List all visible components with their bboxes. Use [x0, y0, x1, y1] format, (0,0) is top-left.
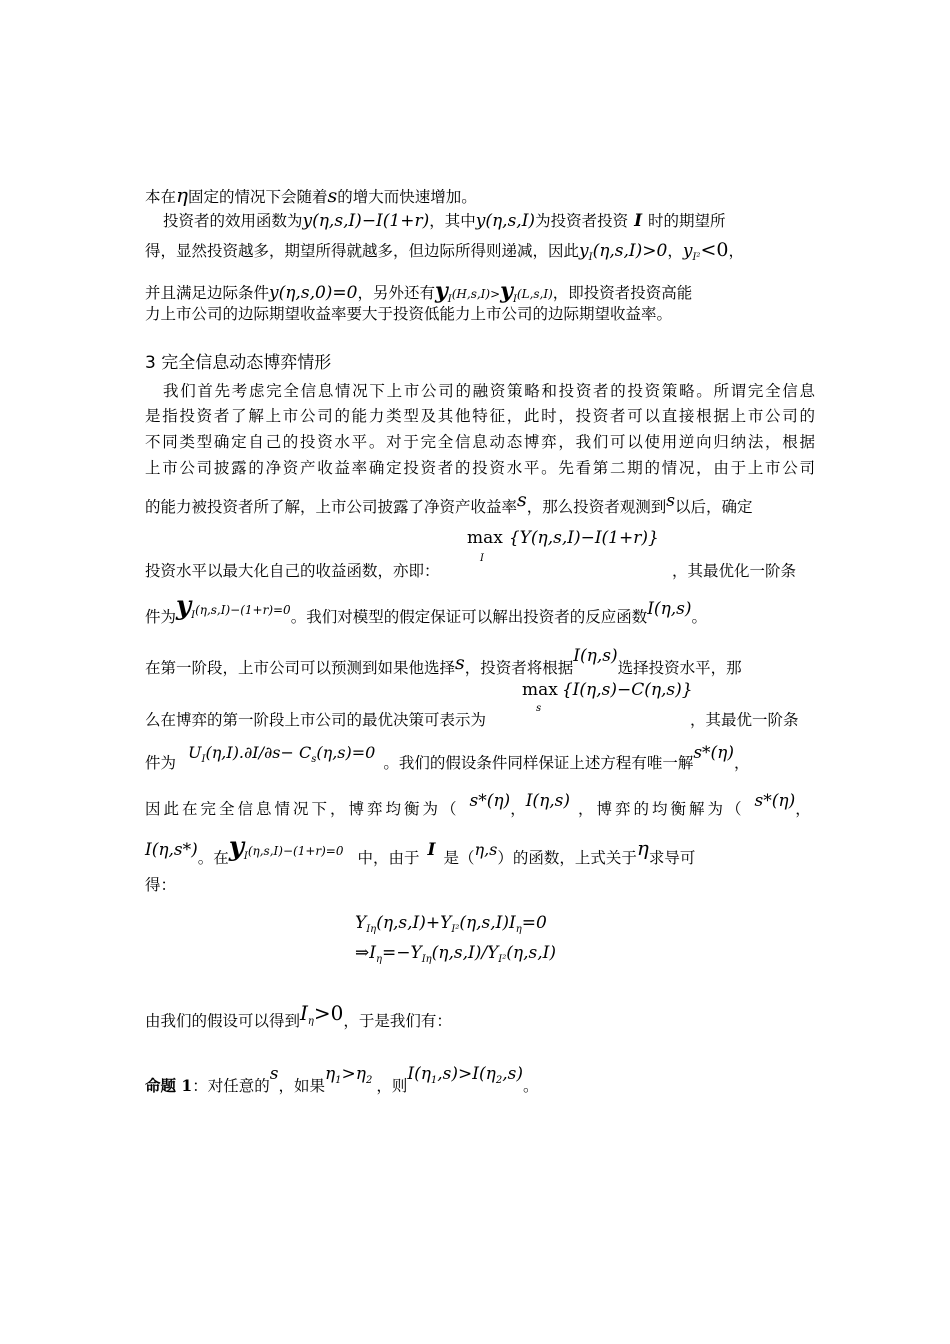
math: ,s)>I(η: [437, 1064, 496, 1084]
math: (η,s,I)−(1+r)=0: [247, 844, 344, 858]
math: I(η: [407, 1064, 431, 1084]
text-line: [163, 210, 815, 232]
text: 投资者的效用函数为: [163, 212, 303, 230]
text-line: 我们首先考虑完全信息情况下上市公司的融资策略和投资者的投资策略。所谓完全信息: [163, 382, 815, 400]
text: 件为: [145, 754, 177, 772]
math: {I(η,s)−C(η,s)}: [561, 680, 693, 700]
math-sub: 2: [495, 1075, 503, 1086]
text-line: [145, 591, 815, 628]
text-line: [145, 1002, 815, 1033]
text: ：: [192, 1077, 208, 1095]
text: 。: [691, 608, 708, 626]
max-equation: [467, 528, 659, 548]
math-sub: I: [447, 294, 452, 305]
text: 的增大而快速增加。: [337, 188, 477, 206]
math-s: s: [269, 1064, 279, 1084]
text-line: [145, 832, 815, 869]
text: ，博弈的均衡解为（: [578, 800, 745, 818]
math-sub: I: [588, 252, 593, 263]
text: ，其最优化一阶条: [672, 562, 797, 580]
text-line: [145, 790, 815, 820]
proposition-label: 命题 1: [145, 1076, 193, 1095]
math-eta: η: [636, 836, 649, 860]
math: (η,s,I)−(1+r)=0: [195, 603, 291, 617]
math-sub: I²: [692, 252, 701, 263]
math: I(η,s): [525, 791, 571, 811]
math: (η,s,I)>0: [592, 241, 668, 261]
text-line: [145, 489, 815, 518]
math: (η,s)=0: [316, 743, 376, 762]
text: 由我们的假设可以得到: [145, 1012, 301, 1030]
text-line: [145, 645, 815, 679]
text: ，那么投资者观测到: [526, 498, 667, 516]
text-line: [145, 709, 815, 731]
section-heading: 3 完全信息动态博弈情形: [145, 353, 332, 373]
text: 。在: [197, 849, 229, 867]
math: (L,s,I): [516, 287, 553, 301]
math: (η,s,I): [506, 943, 556, 963]
math-sub: η: [375, 954, 382, 965]
math: s*(η): [469, 791, 511, 811]
text: ，: [510, 800, 526, 818]
derivative-equation-1: [355, 913, 547, 935]
text: 投资水平以最大化自己的收益函数，亦即：: [145, 562, 440, 580]
math-sub: I: [191, 610, 196, 621]
text: 的能力被投资者所了解，上市公司披露了净资产收益率: [145, 498, 518, 516]
text-line: 上市公司披露的净资产收益率确定投资者的投资水平。先看第二期的情况，由于上市公司: [145, 459, 815, 477]
text: ，: [667, 242, 683, 260]
math-y: y: [435, 278, 448, 304]
math: s*(η): [754, 791, 796, 811]
math-I: I: [427, 840, 436, 860]
math-sub: s: [311, 754, 317, 765]
math-eta: η: [176, 183, 188, 207]
math: (η,I).∂I/∂s− C: [205, 743, 312, 762]
math: (η,s,I)+Y: [376, 913, 452, 933]
math-y: y: [682, 241, 693, 261]
text-line: [145, 239, 815, 269]
math-y: y: [176, 591, 192, 621]
text: 固定的情况下会随着: [188, 188, 328, 206]
text: 选择投资水平，那: [617, 659, 742, 677]
text: 对任意的: [207, 1077, 270, 1095]
math-utility: y(η,s,I)−I(1+r): [302, 211, 430, 231]
math: U: [188, 743, 202, 762]
math-sub: Iη: [421, 954, 432, 965]
max-equation: [522, 680, 693, 700]
math-sub: I: [480, 553, 484, 564]
math: y(η,s,0)=0: [269, 283, 358, 303]
math: =−Y: [381, 943, 422, 963]
math-sub: I²: [498, 954, 507, 965]
text: ，其最优一阶条: [690, 711, 799, 729]
text: 。我们的假设条件同样保证上述方程有唯一解: [383, 754, 694, 772]
math-max: max: [467, 528, 503, 548]
text-line: [145, 742, 815, 774]
math: ,s): [502, 1064, 523, 1084]
math-sub: 2: [365, 1075, 373, 1086]
text: 以后，确定: [675, 498, 753, 516]
text: ，: [795, 800, 811, 818]
text: 中，由于: [357, 849, 420, 867]
math-I: I: [634, 211, 643, 231]
math-sub: I²: [451, 924, 460, 935]
text: ，投资者将根据: [464, 659, 574, 677]
math-sub: η: [307, 1016, 314, 1027]
math-y: y: [579, 241, 589, 261]
math: >η: [341, 1064, 366, 1084]
text: ，: [734, 754, 750, 772]
math: I(η,s): [647, 599, 692, 619]
math-max: max: [522, 680, 558, 700]
text-line: 力上市公司的边际期望收益率要大于投资低能力上市公司的边际期望收益率。: [145, 305, 673, 323]
math: I(η,s): [573, 646, 618, 666]
text: 在第一阶段，上市公司可以预测到如果他选择: [145, 659, 456, 677]
math: =0: [521, 913, 547, 933]
math-sub: η: [515, 924, 522, 935]
math: Y: [355, 913, 367, 933]
math: η: [324, 1064, 336, 1084]
math-sub: I: [512, 294, 517, 305]
math: I(η,s*): [145, 840, 198, 860]
text: 。: [522, 1077, 539, 1095]
text-line: 是指投资者了解上市公司的能力类型及其他特征，此时，投资者可以直接根据上市公司的: [145, 407, 815, 425]
text: 求导可: [648, 849, 696, 867]
text: 是（: [443, 849, 475, 867]
math-s: s: [327, 185, 338, 207]
math: η,s: [474, 840, 498, 859]
text: ，于是我们有：: [343, 1012, 452, 1030]
proposition-1: [145, 1063, 815, 1097]
text: ，其中: [429, 212, 476, 230]
math: (η,s,I)I: [459, 913, 516, 933]
math-sub: 1: [335, 1075, 342, 1086]
math-sub: 1: [430, 1075, 438, 1086]
math-y: y: [228, 832, 244, 862]
text-line: [145, 560, 815, 582]
text: 得，显然投资越多，期望所得就越多，但边际所得则递减，因此: [145, 242, 580, 260]
text: 时的期望所: [648, 212, 726, 230]
text: ，另外还有: [357, 284, 435, 302]
text-line: 不同类型确定自己的投资水平。对于完全信息动态博弈，我们可以使用逆向归纳法，根据: [145, 433, 815, 451]
math-y: y(η,s,I): [475, 211, 536, 231]
math-sub: s: [536, 703, 542, 714]
text: 本在: [145, 188, 177, 206]
math-s: s: [666, 491, 676, 511]
text: 并且满足边际条件: [145, 284, 270, 302]
text: ，则: [376, 1077, 408, 1095]
text: ）的函数，上式关于: [497, 849, 637, 867]
text: ，如果: [278, 1077, 325, 1095]
text: ，: [728, 242, 744, 260]
text: 么在博弈的第一阶段上市公司的最优决策可表示为: [145, 711, 487, 729]
text: 件为: [145, 608, 177, 626]
derivative-equation-2: [355, 943, 556, 965]
math-s: s: [455, 652, 465, 674]
text-line: [145, 184, 815, 208]
math-s: s: [517, 489, 527, 511]
text: 因此在完全信息情况下，博弈均衡为（: [145, 800, 460, 818]
math: I: [300, 1001, 308, 1025]
text: 。我们对模型的假定保证可以解出投资者的反应函数: [290, 608, 648, 626]
math-sub: Iη: [366, 924, 377, 935]
math: (H,s,I)>: [451, 287, 501, 301]
math: >0: [313, 1001, 344, 1025]
text-line: 得：: [145, 876, 177, 894]
math: (η,s,I)/Y: [431, 943, 499, 963]
text: ，即投资者投资高能: [552, 284, 693, 302]
math: <0: [700, 239, 729, 261]
math-sub: I: [201, 754, 206, 765]
math: {Y(η,s,I)−I(1+r)}: [508, 528, 659, 548]
text: 为投资者投资: [535, 212, 629, 230]
math: ⇒I: [355, 943, 376, 963]
math-y: y: [500, 278, 513, 304]
math: s*(η): [693, 743, 735, 763]
math-sub: I: [243, 851, 248, 862]
